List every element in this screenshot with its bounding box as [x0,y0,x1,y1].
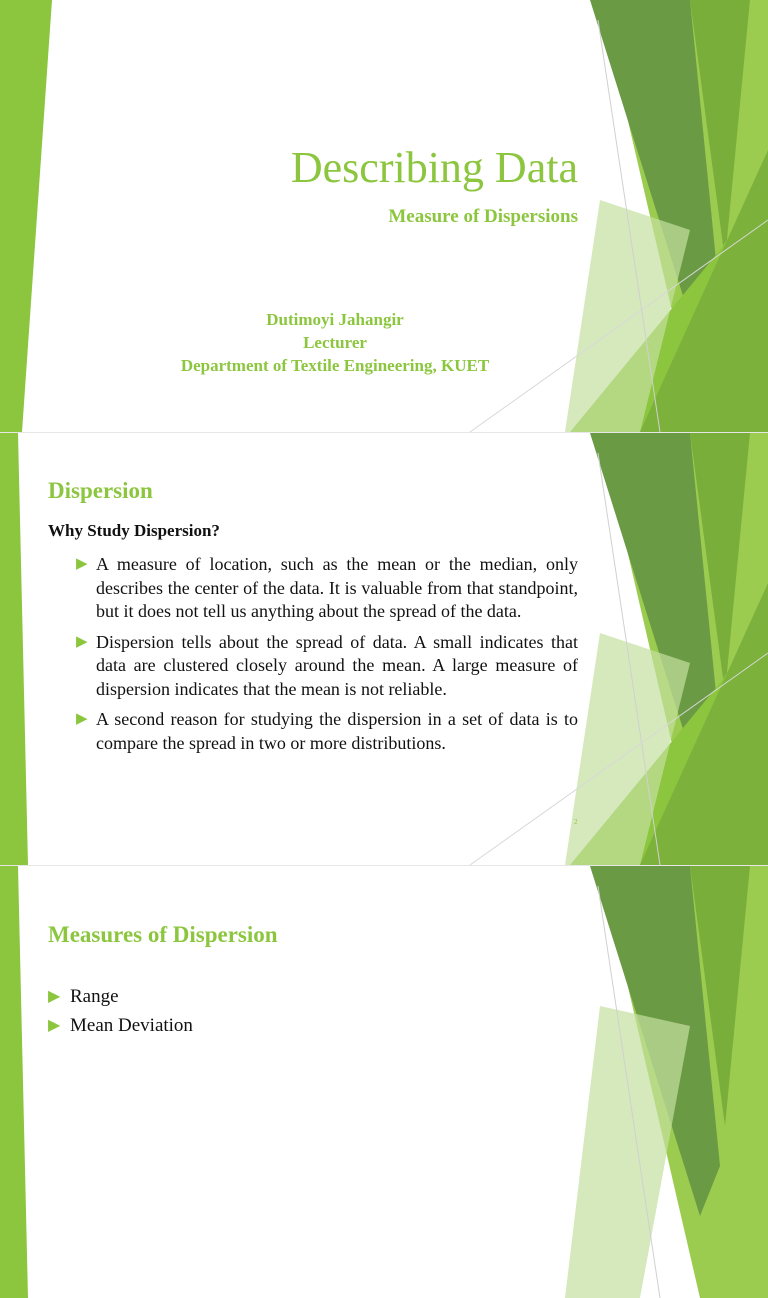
presentation-title: Describing Data [290,143,578,192]
list-item [76,553,578,624]
triangle-right-icon: ▶ [76,633,88,650]
author-role: Lecturer [303,333,367,352]
list-item [76,631,578,702]
section-question: Why Study Dispersion? [48,521,220,540]
item-text: Mean Deviation [70,1015,193,1036]
slide-heading: Measures of Dispersion [48,922,278,947]
bullet-text: Dispersion tells about the spread of data. A small indicates that data are clustered closely around the mean. A large measure of dispersion indicates that the mean is not reliable. [96,631,578,699]
triangle-right-icon: ▶ [48,988,61,1005]
measures-slide [0,866,768,1036]
presentation-subtitle: Measure of Dispersions [388,206,578,227]
bullet-list [76,553,578,762]
triangle-right-icon: ▶ [48,1017,61,1034]
bullet-text: A measure of location, such as the mean or the median, only describes the center of the data. It is valuable from that standpoint, but it does not tell us anything about the spread of the data. [96,554,578,621]
triangle-right-icon: ▶ [76,556,88,572]
item-text: Range [70,986,119,1007]
author-block [120,308,550,377]
author-department: Department of Textile Engineering, KUET [180,356,490,375]
bullet-text: A second reason for studying the dispersion in a set of data is to compare the spread in two or more distributions. [96,709,578,753]
dispersion-slide [0,433,768,865]
author-name: Dutimoyi Jahangir [266,310,404,329]
list-item [48,982,193,1011]
measures-list [48,982,193,1040]
triangle-right-icon: ▶ [76,711,88,727]
list-item [76,708,578,755]
list-item [48,1011,193,1040]
slide-heading: Dispersion [48,478,153,503]
page-number: 2 [574,818,578,826]
title-slide [0,0,768,432]
